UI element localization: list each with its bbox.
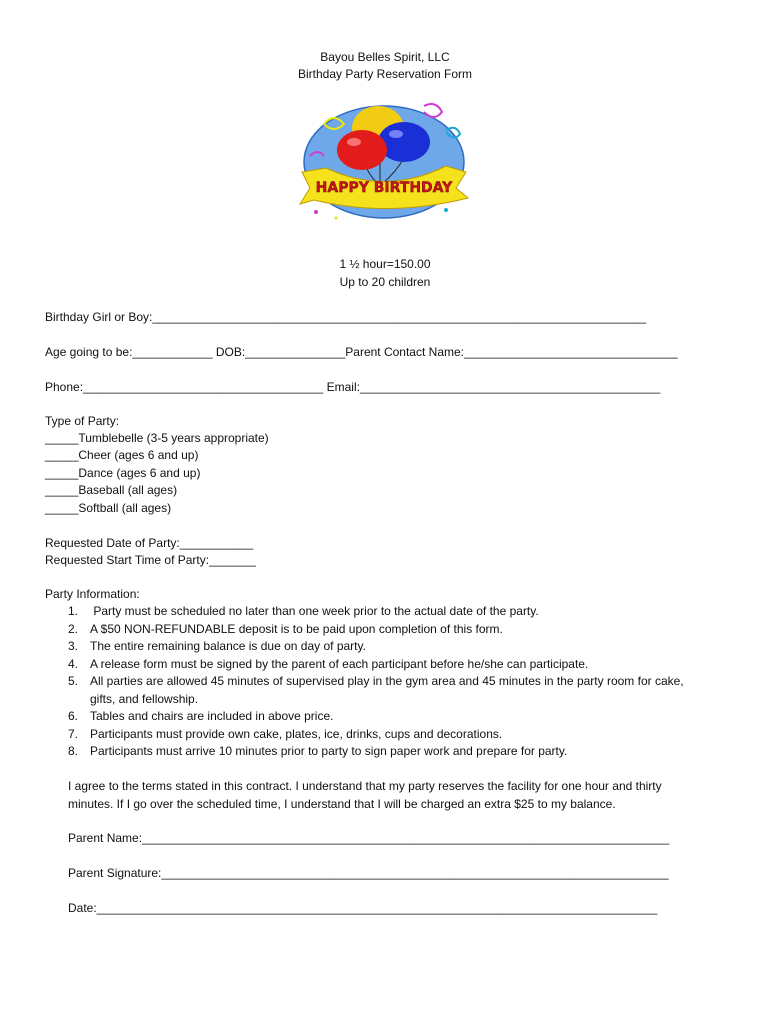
info-item-number: 2. xyxy=(68,622,79,636)
balloon-highlight xyxy=(389,130,403,138)
red-balloon-icon xyxy=(337,130,387,170)
birthday-balloons-logo xyxy=(296,100,472,224)
info-item xyxy=(68,727,502,741)
capacity: Up to 20 children xyxy=(339,275,431,289)
info-item-text: A release form must be signed by the parent of each participant before he/she can participate. xyxy=(90,657,589,671)
party-type-option[interactable]: _____Tumblebelle (3-5 years appropriate) xyxy=(45,431,269,445)
info-item xyxy=(68,709,333,723)
agreement-text-line: minutes. If I go over the scheduled time, I understand that I will be charged an extra $25 to my balance. xyxy=(68,797,616,811)
info-item-text: Participants must provide own cake, plates, ice, drinks, cups and decorations. xyxy=(90,727,503,741)
agreement-text-line: I agree to the terms stated in this contract. I understand that my party reserves the facility for one hour and thirty xyxy=(68,779,662,793)
info-item-text: A $50 NON-REFUNDABLE deposit is to be paid upon completion of this form. xyxy=(90,622,503,636)
info-item xyxy=(68,604,539,618)
info-item-text: gifts, and fellowship. xyxy=(90,692,199,706)
info-item-number: 3. xyxy=(68,639,79,653)
party-type-heading: Type of Party: xyxy=(45,414,120,428)
form-title: Birthday Party Reservation Form xyxy=(297,67,473,81)
company-name: Bayou Belles Spirit, LLC xyxy=(320,50,450,64)
info-item-text: Tables and chairs are included in above price. xyxy=(90,709,334,723)
phone-email-field[interactable]: Phone:____________________________________ Email:_____________________________________________ xyxy=(45,380,661,394)
info-item xyxy=(68,639,366,653)
info-item-number: 5. xyxy=(68,674,79,688)
info-item xyxy=(68,674,684,688)
info-item-text: Party must be scheduled no later than one week prior to the actual date of the party. xyxy=(90,604,539,618)
info-item-number: 6. xyxy=(68,709,79,723)
requested-start-time-field[interactable]: Requested Start Time of Party:_______ xyxy=(45,553,256,567)
parent-name-field[interactable]: Parent Name:_______________________________________________________________________________ xyxy=(68,831,670,845)
sparkle-icon xyxy=(314,210,318,214)
info-item-number: 7. xyxy=(68,727,79,741)
info-item xyxy=(68,622,503,636)
requested-date-field[interactable]: Requested Date of Party:___________ xyxy=(45,536,254,550)
info-item xyxy=(68,657,588,671)
party-type-option[interactable]: _____Baseball (all ages) xyxy=(45,483,178,497)
info-item-continuation xyxy=(68,692,198,706)
sparkle-icon xyxy=(444,208,448,212)
info-item-number: 4. xyxy=(68,657,79,671)
balloon-highlight xyxy=(347,138,361,146)
party-info-heading: Party Information: xyxy=(45,587,140,601)
party-type-option[interactable]: _____Cheer (ages 6 and up) xyxy=(45,448,199,462)
sparkle-icon xyxy=(335,217,338,220)
info-item-text: The entire remaining balance is due on day of party. xyxy=(90,639,366,653)
date-field[interactable]: Date:____________________________________________________________________________________ xyxy=(68,901,658,915)
banner-text: HAPPY BIRTHDAY xyxy=(315,180,453,196)
info-item-text: Participants must arrive 10 minutes prior to party to sign paper work and prepare for party. xyxy=(90,744,568,758)
info-item-number: 8. xyxy=(68,744,79,758)
info-item xyxy=(68,744,567,758)
party-type-option[interactable]: _____Dance (ages 6 and up) xyxy=(45,466,201,480)
swirl-icon xyxy=(424,104,442,117)
party-type-option[interactable]: _____Softball (all ages) xyxy=(45,501,172,515)
birthday-child-field[interactable]: Birthday Girl or Boy:__________________________________________________________________________ xyxy=(45,310,647,324)
duration-price: 1 ½ hour=150.00 xyxy=(339,257,431,271)
parent-signature-field[interactable]: Parent Signature:____________________________________________________________________________ xyxy=(68,866,669,880)
info-item-text: All parties are allowed 45 minutes of supervised play in the gym area and 45 minutes in the party room for cake, xyxy=(90,674,684,688)
info-item-number: 1. xyxy=(68,604,79,618)
age-dob-contact-field[interactable]: Age going to be:____________ DOB:_______________Parent Contact Name:________________________________ xyxy=(45,345,678,359)
